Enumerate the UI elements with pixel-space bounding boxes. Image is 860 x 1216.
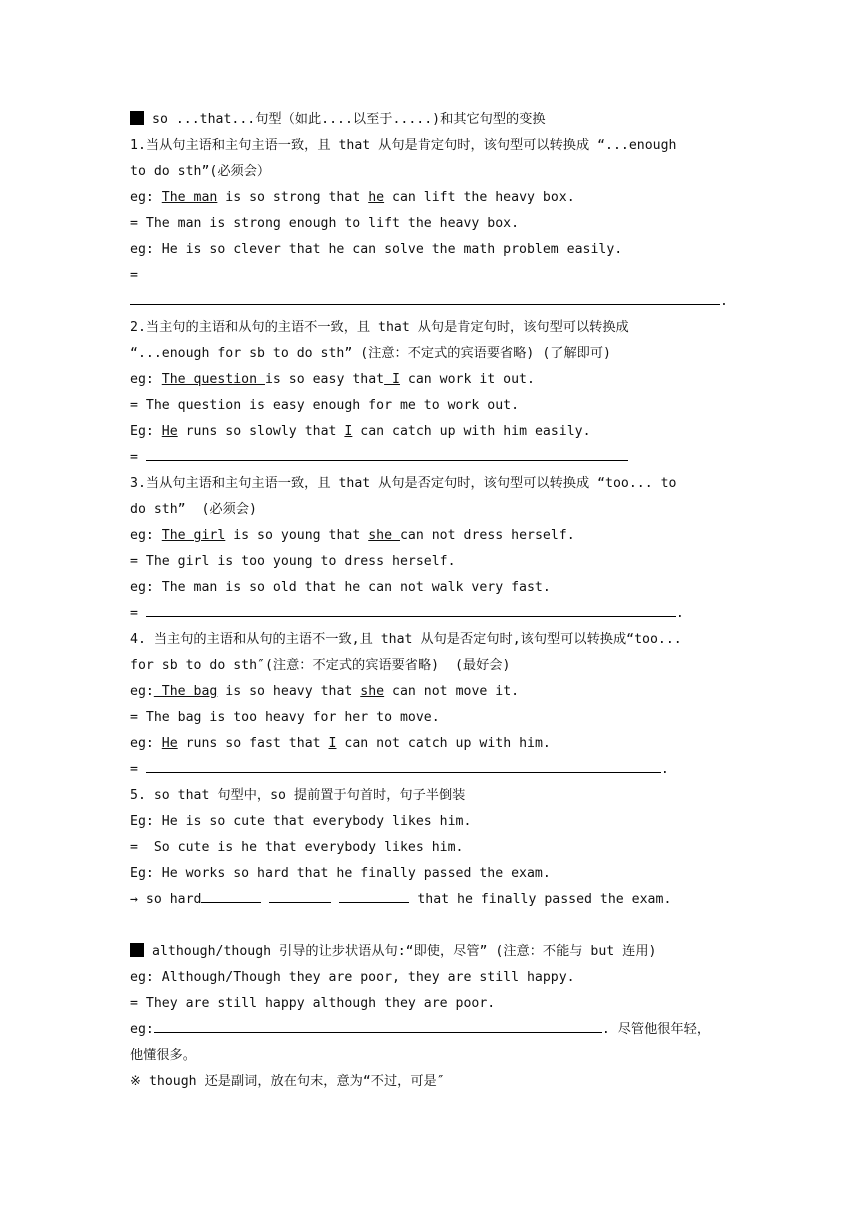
rule1-example2: eg: He is so clever that he can solve the math problem easily.	[130, 242, 623, 257]
rule3-example2: eg: The man is so old that he can not walk very fast.	[130, 580, 551, 595]
rule1-answer-line[interactable]: .	[130, 289, 738, 315]
rule2-title-cont: “...enough for sb to do sth” (注意：不定式的宾语要省略) (了解即可)	[130, 346, 611, 361]
square-bullet-icon	[130, 943, 144, 957]
rule5-answer-line[interactable]: → so hard that he finally passed the exam.	[130, 887, 738, 913]
square-bullet-icon	[130, 111, 144, 125]
rule1-title: 1.当从句主语和主句主语一致，且 that 从句是肯定句时，该句型可以转换成 “...enough	[130, 138, 677, 153]
rule5-example1-answer: = So cute is he that everybody likes him.	[130, 840, 464, 855]
section2-heading: although/though 引导的让步状语从句:“即使，尽管” (注意：不能与 but 连用)	[130, 939, 738, 965]
rule4-example1-answer: = The bag is too heavy for her to move.	[130, 710, 440, 725]
rule2-title: 2.当主句的主语和从句的主语不一致，且 that 从句是肯定句时，该句型可以转换成	[130, 320, 629, 335]
rule5-title: 5. so that 句型中，so 提前置于句首时，句子半倒装	[130, 788, 466, 803]
answer-blank[interactable]	[269, 888, 331, 903]
rule4-example2: eg: He runs so fast that I can not catch up with him.	[130, 736, 551, 751]
rule3-example1: eg: The girl is so young that she can not dress herself.	[130, 528, 575, 543]
section2-translation-line[interactable]: eg: . 尽管他很年轻，	[130, 1017, 738, 1043]
answer-blank[interactable]	[130, 290, 720, 305]
section2-example1: eg: Although/Though they are poor, they are still happy.	[130, 970, 575, 985]
rule1-example2-eq: =	[130, 268, 138, 283]
rule4-answer-line[interactable]: = .	[130, 757, 738, 783]
answer-blank[interactable]	[339, 888, 409, 903]
worksheet	[130, 107, 738, 1095]
rule1-example1-answer: = The man is strong enough to lift the heavy box.	[130, 216, 520, 231]
answer-blank[interactable]	[201, 888, 261, 903]
answer-blank[interactable]	[146, 602, 676, 617]
rule3-example1-answer: = The girl is too young to dress herself.	[130, 554, 456, 569]
rule4-example1: eg: The bag is so heavy that she can not move it.	[130, 684, 520, 699]
rule4-title-cont: for sb to do sth″(注意：不定式的宾语要省略) (最好会)	[130, 658, 511, 673]
rule5-example2: Eg: He works so hard that he finally passed the exam.	[130, 866, 551, 881]
answer-blank[interactable]	[154, 1018, 602, 1033]
rule4-title: 4. 当主句的主语和从句的主语不一致,且 that 从句是否定句时,该句型可以转换成“too...	[130, 632, 682, 647]
section2-example1-answer: = They are still happy although they are poor.	[130, 996, 496, 1011]
rule2-example1-answer: = The question is easy enough for me to work out.	[130, 398, 520, 413]
rule1-title-cont: to do sth”(必须会）	[130, 164, 271, 179]
rule3-title: 3.当从句主语和主句主语一致，且 that 从句是否定句时，该句型可以转换成 “too... to	[130, 476, 677, 491]
section2-translation-cont: 他懂很多。	[130, 1048, 196, 1063]
rule5-example1: Eg: He is so cute that everybody likes him.	[130, 814, 472, 829]
rule2-answer-line[interactable]: =	[130, 445, 738, 471]
section2-note: ※ though 还是副词，放在句末，意为“不过，可是″	[130, 1074, 445, 1089]
section1-heading: so ...that...句型（如此....以至于.....)和其它句型的变换	[130, 107, 738, 133]
rule2-example2: Eg: He runs so slowly that I can catch up with him easily.	[130, 424, 591, 439]
answer-blank[interactable]	[146, 758, 661, 773]
rule2-example1: eg: The question is so easy that I can work it out.	[130, 372, 535, 387]
rule1-example1: eg: The man is so strong that he can lift the heavy box.	[130, 190, 575, 205]
rule3-answer-line[interactable]: = .	[130, 601, 738, 627]
rule3-title-cont: do sth” (必须会)	[130, 502, 257, 517]
answer-blank[interactable]	[146, 446, 628, 461]
